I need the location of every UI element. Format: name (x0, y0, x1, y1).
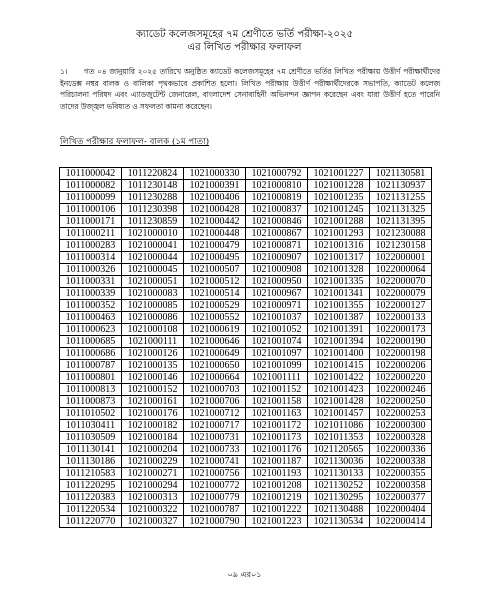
index-number-cell: 1021000135 (122, 360, 184, 372)
index-number-cell: 1021000161 (122, 396, 184, 408)
index-number-cell: 1021001328 (308, 264, 370, 276)
index-number-cell: 1021000083 (122, 288, 184, 300)
index-number-cell: 1021000779 (184, 492, 246, 504)
index-number-cell: 1021130534 (308, 516, 370, 528)
index-number-cell: 1011000042 (60, 168, 122, 180)
index-number-cell: 1021001341 (308, 288, 370, 300)
index-number-cell: 1021000108 (122, 324, 184, 336)
index-number-cell: 1021000664 (184, 372, 246, 384)
index-number-cell: 1021001172 (246, 420, 308, 432)
index-number-cell: 1022000253 (370, 408, 432, 420)
index-number-cell: 1021000810 (246, 180, 308, 192)
index-number-cell: 1021000126 (122, 348, 184, 360)
table-row (60, 372, 432, 384)
index-number-cell: 1021000552 (184, 312, 246, 324)
index-number-cell: 1022000358 (370, 480, 432, 492)
index-number-cell: 1021000706 (184, 396, 246, 408)
index-number-cell: 1021001387 (308, 312, 370, 324)
results-subtitle: লিখিত পরীক্ষার ফলাফল- বালক (১ম পাতা) (60, 137, 210, 147)
index-number-cell: 1011000331 (60, 276, 122, 288)
index-number-cell: 1021011353 (308, 432, 370, 444)
index-number-cell: 1021000741 (184, 456, 246, 468)
table-row (60, 336, 432, 348)
index-number-cell: 1021001173 (246, 432, 308, 444)
table-row (60, 468, 432, 480)
index-number-cell: 1021001176 (246, 444, 308, 456)
table-row (60, 408, 432, 420)
table-row (60, 276, 432, 288)
index-number-cell: 1021001187 (246, 456, 308, 468)
index-number-cell: 1021001317 (308, 252, 370, 264)
index-number-cell: 1021000514 (184, 288, 246, 300)
index-number-cell: 1021000448 (184, 228, 246, 240)
index-number-cell: 1021130036 (308, 456, 370, 468)
table-row (60, 180, 432, 192)
index-number-cell: 1021000391 (184, 180, 246, 192)
index-number-cell: 1021000051 (122, 276, 184, 288)
index-number-cell: 1011230148 (122, 180, 184, 192)
index-number-cell: 1021000819 (246, 192, 308, 204)
index-number-cell: 1022000001 (370, 252, 432, 264)
index-number-cell: 1021001355 (308, 300, 370, 312)
results-table (59, 167, 432, 528)
table-row (60, 348, 432, 360)
index-number-cell: 1021011086 (308, 420, 370, 432)
index-number-cell: 1021000045 (122, 264, 184, 276)
index-number-cell: 1021001422 (308, 372, 370, 384)
index-number-cell: 1022000404 (370, 504, 432, 516)
index-number-cell: 1022000336 (370, 444, 432, 456)
index-number-cell: 1021001227 (308, 168, 370, 180)
index-number-cell: 1011000686 (60, 348, 122, 360)
index-number-cell: 1011000463 (60, 312, 122, 324)
index-number-cell: 1021001099 (246, 360, 308, 372)
index-number-cell: 1021000867 (246, 228, 308, 240)
notice-paragraph (60, 66, 440, 112)
index-number-cell: 1022000300 (370, 420, 432, 432)
index-number-cell: 1022000198 (370, 348, 432, 360)
index-number-cell: 1021001415 (308, 360, 370, 372)
table-row (60, 228, 432, 240)
index-number-cell: 1011220824 (122, 168, 184, 180)
index-number-cell: 1021000756 (184, 468, 246, 480)
index-number-cell: 1021001208 (246, 480, 308, 492)
index-number-cell: 1021000790 (184, 516, 246, 528)
index-number-cell: 1021000327 (122, 516, 184, 528)
index-number-cell: 1011130186 (60, 456, 122, 468)
table-row (60, 240, 432, 252)
table-row (60, 312, 432, 324)
document-title: ক্যাডেট কলেজসমূহের ৭ম শ্রেণীতে ভর্তি পরীক্ষা-২০২৫ (135, 29, 353, 40)
table-row (60, 384, 432, 396)
index-number-cell: 1021000787 (184, 504, 246, 516)
table-row (60, 396, 432, 408)
index-number-cell: 1021000529 (184, 300, 246, 312)
table-row (60, 480, 432, 492)
index-number-cell: 1021000176 (122, 408, 184, 420)
index-number-cell: 1021000792 (246, 168, 308, 180)
index-number-cell: 1011220770 (60, 516, 122, 528)
index-number-cell: 1021001335 (308, 276, 370, 288)
table-row (60, 420, 432, 432)
index-number-cell: 1021000703 (184, 384, 246, 396)
table-row (60, 516, 432, 528)
index-number-cell: 1021130252 (308, 480, 370, 492)
index-number-cell: 1011030411 (60, 420, 122, 432)
index-number-cell: 1021001152 (246, 384, 308, 396)
index-number-cell: 1021001428 (308, 396, 370, 408)
index-number-cell: 1022000190 (370, 336, 432, 348)
index-number-cell: 1021000479 (184, 240, 246, 252)
index-number-cell: 1021120565 (308, 444, 370, 456)
index-number-cell: 1011220383 (60, 492, 122, 504)
index-number-cell: 1011220295 (60, 480, 122, 492)
index-number-cell: 1011000801 (60, 372, 122, 384)
paragraph-number: ১। (60, 67, 68, 76)
index-number-cell: 1021001223 (246, 516, 308, 528)
index-number-cell: 1021001316 (308, 240, 370, 252)
index-number-cell: 1021000442 (184, 216, 246, 228)
index-number-cell: 1022000220 (370, 372, 432, 384)
index-number-cell: 1011210583 (60, 468, 122, 480)
table-row (60, 360, 432, 372)
index-number-cell: 1021130133 (308, 468, 370, 480)
table-row (60, 192, 432, 204)
index-number-cell: 1021230088 (370, 228, 432, 240)
index-number-cell: 1021001222 (246, 504, 308, 516)
index-number-cell: 1021000111 (122, 336, 184, 348)
index-number-cell: 1021130488 (308, 504, 370, 516)
table-row (60, 456, 432, 468)
index-number-cell: 1021000330 (184, 168, 246, 180)
index-number-cell: 1021000908 (246, 264, 308, 276)
table-row (60, 444, 432, 456)
index-number-cell: 1021001097 (246, 348, 308, 360)
index-number-cell: 1021130581 (370, 168, 432, 180)
index-number-cell: 1011230859 (122, 216, 184, 228)
index-number-cell: 1021001391 (308, 324, 370, 336)
index-number-cell: 1011030509 (60, 432, 122, 444)
document-subtitle: এর লিখিত পরীক্ষার ফলাফল (187, 42, 302, 53)
index-number-cell: 1021000184 (122, 432, 184, 444)
index-number-cell: 1021000041 (122, 240, 184, 252)
index-number-cell: 1021001219 (246, 492, 308, 504)
index-number-cell: 1011000873 (60, 396, 122, 408)
index-number-cell: 1021000085 (122, 300, 184, 312)
index-number-cell: 1011000171 (60, 216, 122, 228)
index-number-cell: 1022000133 (370, 312, 432, 324)
index-number-cell: 1021131255 (370, 192, 432, 204)
index-number-cell: 1022000070 (370, 276, 432, 288)
index-number-cell: 1021000146 (122, 372, 184, 384)
index-number-cell: 1021000772 (184, 480, 246, 492)
index-number-cell: 1011000339 (60, 288, 122, 300)
index-number-cell: 1021001193 (246, 468, 308, 480)
index-number-cell: 1021000646 (184, 336, 246, 348)
index-number-cell: 1011230398 (122, 204, 184, 216)
index-number-cell: 1011000099 (60, 192, 122, 204)
index-number-cell: 1021130295 (308, 492, 370, 504)
index-number-cell: 1021000619 (184, 324, 246, 336)
index-number-cell: 1011000623 (60, 324, 122, 336)
index-number-cell: 1022000338 (370, 456, 432, 468)
notice-text: গত ০৪ জানুয়ারি ২০২৫ তারিখে অনুষ্ঠিত ক্যাডেট কলেজসমূহের ৭ম শ্রেণীতে ভর্তির লিখিত পরীক্ষায় উত্তীর্ণ পরীক্ষার্থীদের ইনডেক্স নম্বর বালক ও বালিকা পৃথকভাবে প্রকাশিত হলো। লিখিত পরীক্ষায় উত্তীর্ণ পরীক্ষার্থীদেরকে সভাপতি, ক্যাডেট কলেজ পরিচালনা পরিষদ এবং এ্যাডজুটেন্ট জেনারেল, বাংলাদেশ সেনাবাহিনী অভিনন্দন জ্ঞাপন করেছেন এবং যারা উত্তীর্ণ হতে পারেনি তাদের উজ্জ্বল ভবিষ্যত ও সফলতা কামনা করেছেন। (60, 67, 440, 111)
table-row (60, 504, 432, 516)
index-number-cell: 1021001423 (308, 384, 370, 396)
index-number-cell: 1022000328 (370, 432, 432, 444)
index-number-cell: 1021000717 (184, 420, 246, 432)
table-row (60, 288, 432, 300)
index-number-cell: 1011000787 (60, 360, 122, 372)
index-number-cell: 1021001158 (246, 396, 308, 408)
index-number-cell: 1021000152 (122, 384, 184, 396)
index-number-cell: 1022000206 (370, 360, 432, 372)
index-number-cell: 1011230288 (122, 192, 184, 204)
index-number-cell: 1022000250 (370, 396, 432, 408)
index-number-cell: 1021000733 (184, 444, 246, 456)
index-number-cell: 1021000182 (122, 420, 184, 432)
table-row (60, 264, 432, 276)
index-number-cell: 1021001457 (308, 408, 370, 420)
index-number-cell: 1021000010 (122, 228, 184, 240)
index-number-cell: 1021001235 (308, 192, 370, 204)
index-number-cell: 1011000314 (60, 252, 122, 264)
index-number-cell: 1011000211 (60, 228, 122, 240)
index-number-cell: 1021001394 (308, 336, 370, 348)
index-number-cell: 1021000650 (184, 360, 246, 372)
table-row (60, 204, 432, 216)
index-number-cell: 1021000907 (246, 252, 308, 264)
index-number-cell: 1021000871 (246, 240, 308, 252)
table-row (60, 492, 432, 504)
index-number-cell: 1021001074 (246, 336, 308, 348)
index-number-cell: 1021000731 (184, 432, 246, 444)
index-number-cell: 1021230158 (370, 240, 432, 252)
index-number-cell: 1011000813 (60, 384, 122, 396)
index-number-cell: 1021000086 (122, 312, 184, 324)
index-number-cell: 1011000082 (60, 180, 122, 192)
index-number-cell: 1021000649 (184, 348, 246, 360)
table-row (60, 216, 432, 228)
index-number-cell: 1021000495 (184, 252, 246, 264)
index-number-cell: 1021130937 (370, 180, 432, 192)
index-number-cell: 1021131325 (370, 204, 432, 216)
page-number: ০৯ এর০১ (227, 570, 262, 579)
index-number-cell: 1021131395 (370, 216, 432, 228)
index-number-cell: 1021001111 (246, 372, 308, 384)
index-number-cell: 1021001037 (246, 312, 308, 324)
index-number-cell: 1022000377 (370, 492, 432, 504)
index-number-cell: 1021000044 (122, 252, 184, 264)
index-number-cell: 1021001228 (308, 180, 370, 192)
index-number-cell: 1021000837 (246, 204, 308, 216)
index-number-cell: 1022000355 (370, 468, 432, 480)
index-number-cell: 1021001245 (308, 204, 370, 216)
index-number-cell: 1011000283 (60, 240, 122, 252)
index-number-cell: 1021000313 (122, 492, 184, 504)
index-number-cell: 1021001400 (308, 348, 370, 360)
table-row (60, 252, 432, 264)
index-number-cell: 1011000352 (60, 300, 122, 312)
index-number-cell: 1021000204 (122, 444, 184, 456)
index-number-cell: 1021000846 (246, 216, 308, 228)
index-number-cell: 1021001293 (308, 228, 370, 240)
index-number-cell: 1022000414 (370, 516, 432, 528)
index-number-cell: 1011000106 (60, 204, 122, 216)
index-number-cell: 1022000246 (370, 384, 432, 396)
index-number-cell: 1021001163 (246, 408, 308, 420)
index-number-cell: 1011000326 (60, 264, 122, 276)
index-number-cell: 1021000229 (122, 456, 184, 468)
table-row (60, 432, 432, 444)
results-table-body (60, 168, 432, 528)
index-number-cell: 1022000173 (370, 324, 432, 336)
index-number-cell: 1021000271 (122, 468, 184, 480)
table-row (60, 300, 432, 312)
index-number-cell: 1021001288 (308, 216, 370, 228)
index-number-cell: 1022000064 (370, 264, 432, 276)
index-number-cell: 1021000950 (246, 276, 308, 288)
index-number-cell: 1021000712 (184, 408, 246, 420)
index-number-cell: 1021000971 (246, 300, 308, 312)
table-row (60, 168, 432, 180)
index-number-cell: 1011010502 (60, 408, 122, 420)
index-number-cell: 1011130141 (60, 444, 122, 456)
table-row (60, 324, 432, 336)
index-number-cell: 1022000127 (370, 300, 432, 312)
index-number-cell: 1021000322 (122, 504, 184, 516)
index-number-cell: 1021000507 (184, 264, 246, 276)
index-number-cell: 1021000294 (122, 480, 184, 492)
index-number-cell: 1011000685 (60, 336, 122, 348)
index-number-cell: 1022000079 (370, 288, 432, 300)
index-number-cell: 1021001052 (246, 324, 308, 336)
index-number-cell: 1021000967 (246, 288, 308, 300)
index-number-cell: 1021000428 (184, 204, 246, 216)
index-number-cell: 1011220534 (60, 504, 122, 516)
index-number-cell: 1021000406 (184, 192, 246, 204)
index-number-cell: 1021000512 (184, 276, 246, 288)
